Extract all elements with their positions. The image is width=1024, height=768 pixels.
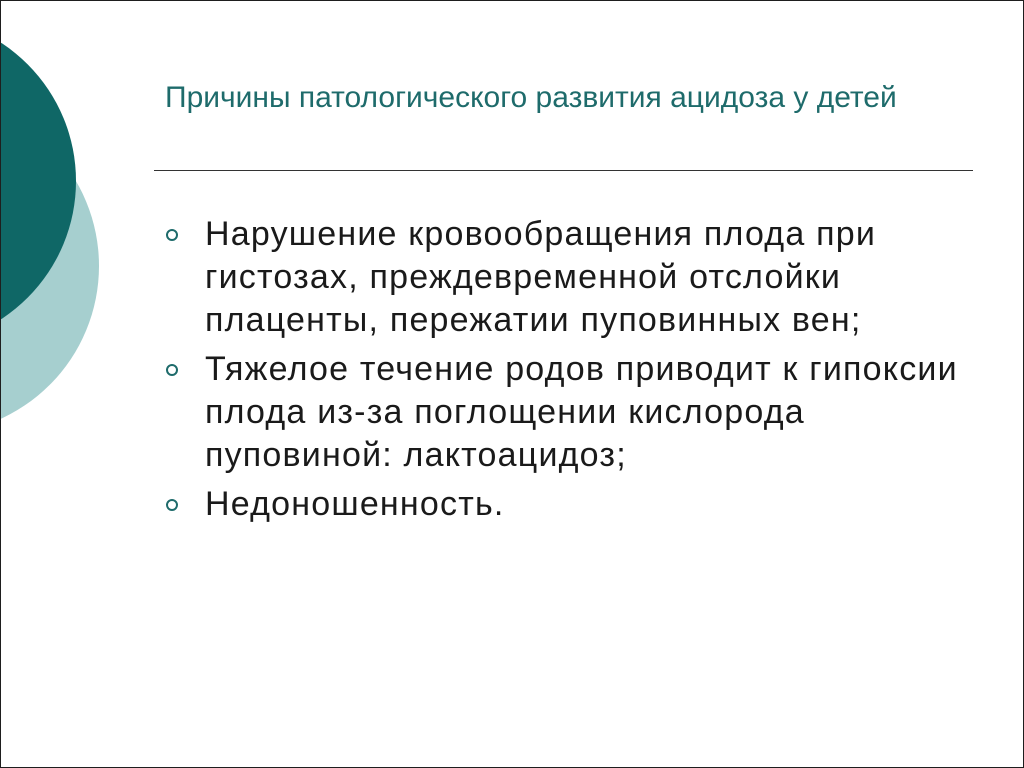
bullet-text: Недоношенность.: [205, 485, 505, 523]
slide-title: Причины патологического развития ацидоза у детей: [165, 81, 897, 114]
bullet-text: Нарушение кровообращения плода при гистозах, преждевременной отслойки плаценты, пережатии пуповинных вен;: [205, 215, 877, 339]
circle-bullet-icon: [166, 499, 178, 511]
bullet-list: [161, 213, 971, 532]
decorative-circles: [1, 1, 111, 421]
title-divider: [154, 170, 973, 171]
bullet-item: [161, 348, 971, 477]
circle-bullet-icon: [166, 364, 178, 376]
circle-bullet-icon: [166, 229, 178, 241]
bullet-text: Тяжелое течение родов приводит к гипоксии плода из-за поглощении кислорода пуповиной: лактоацидоз;: [205, 350, 958, 474]
bullet-item: [161, 483, 971, 526]
bullet-item: [161, 213, 971, 342]
